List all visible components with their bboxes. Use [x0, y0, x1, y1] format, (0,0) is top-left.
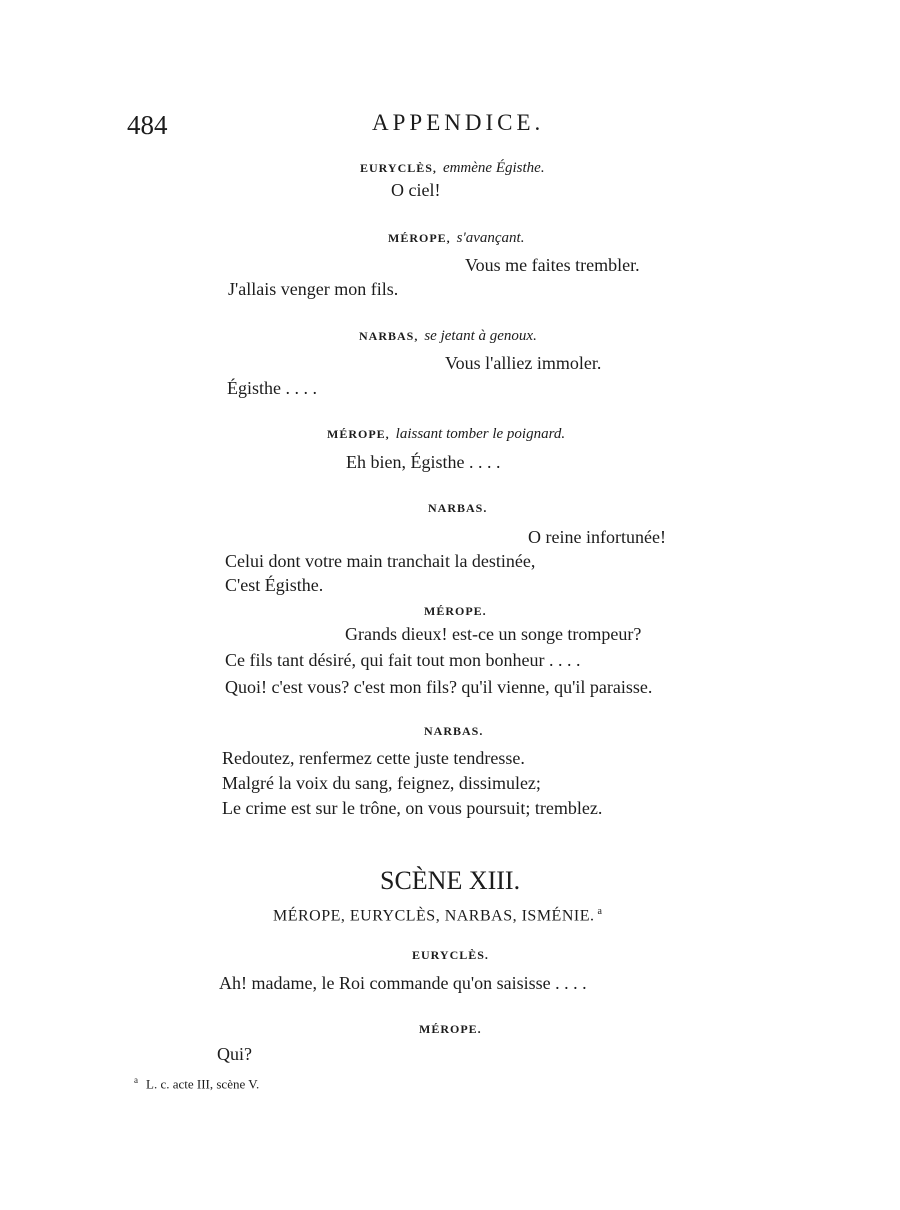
stage-direction: laissant tomber le poignard.: [395, 426, 566, 442]
stage-direction: se jetant à genoux.: [424, 328, 537, 344]
speaker-line: [359, 328, 537, 345]
footnote-mark: a: [134, 1075, 138, 1085]
speaker-line: NARBAS.: [424, 724, 484, 738]
verse-line: Égisthe . . . .: [227, 378, 317, 398]
footnote: [134, 1075, 259, 1092]
verse-line: C'est Égisthe.: [225, 575, 324, 595]
scene-cast: [273, 906, 602, 925]
verse-line: Vous l'alliez immoler.: [445, 353, 602, 373]
speaker-line: [360, 160, 545, 177]
footnote-text: L. c. acte III, scène V.: [146, 1076, 260, 1092]
verse-line: Vous me faites trembler.: [465, 255, 640, 275]
verse-line: Ce fils tant désiré, qui fait tout mon bonheur . . . .: [225, 650, 581, 670]
verse-line: Le crime est sur le trône, on vous poursuit; tremblez.: [222, 798, 603, 818]
running-head: APPENDICE.: [372, 110, 545, 135]
speaker-line: NARBAS.: [428, 501, 488, 515]
verse-line: Malgré la voix du sang, feignez, dissimulez;: [222, 773, 541, 793]
stage-direction: emmène Égisthe.: [442, 160, 545, 176]
verse-line: Qui?: [217, 1044, 252, 1064]
scene-cast-names: MÉROPE, EURYCLÈS, NARBAS, ISMÉNIE.: [273, 907, 595, 925]
verse-line: Eh bien, Égisthe . . . .: [346, 452, 501, 472]
speaker-line: MÉROPE.: [419, 1022, 482, 1036]
verse-line: J'allais venger mon fils.: [228, 279, 399, 299]
speaker-line: [388, 230, 524, 247]
verse-line: Redoutez, renfermez cette juste tendresse.: [222, 748, 525, 768]
footnote-marker: a: [597, 906, 603, 917]
page-number: 484: [127, 110, 168, 140]
speaker-name: NARBAS,: [359, 329, 419, 343]
speaker-line: [327, 426, 565, 443]
verse-line: Celui dont votre main tranchait la destinée,: [225, 551, 536, 571]
speaker-name: EURYCLÈS,: [360, 161, 437, 175]
verse-line: O reine infortunée!: [528, 527, 666, 547]
scene-title: SCÈNE XIII.: [380, 866, 521, 895]
verse-line: Grands dieux! est-ce un songe trompeur?: [345, 624, 642, 644]
speaker-name: MÉROPE,: [327, 427, 390, 441]
verse-line: Quoi! c'est vous? c'est mon fils? qu'il vienne, qu'il paraisse.: [225, 677, 653, 697]
speaker-line: MÉROPE.: [424, 604, 487, 618]
verse-line: Ah! madame, le Roi commande qu'on saisisse . . . .: [219, 973, 587, 993]
stage-direction: s'avançant.: [456, 230, 525, 246]
speaker-line: EURYCLÈS.: [412, 948, 489, 962]
verse-line: O ciel!: [391, 180, 441, 200]
speaker-name: MÉROPE,: [388, 231, 451, 245]
